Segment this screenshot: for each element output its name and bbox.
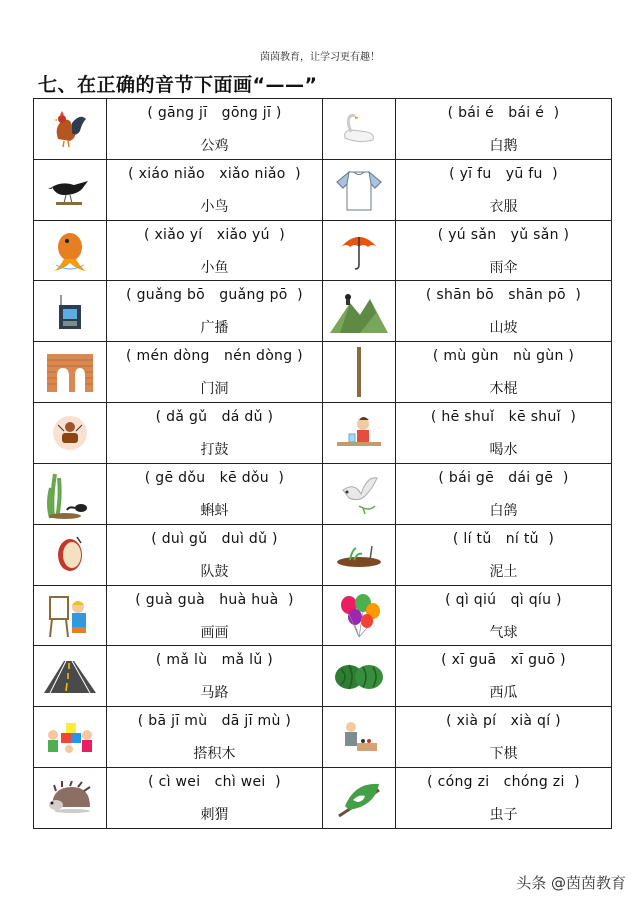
chess-icon bbox=[323, 717, 395, 757]
goldfish-icon bbox=[34, 229, 106, 273]
chinese-word: 门洞 bbox=[200, 381, 229, 398]
chinese-word: 队鼓 bbox=[200, 563, 229, 580]
right-answer-cell bbox=[396, 646, 612, 707]
soil-icon bbox=[323, 542, 395, 568]
pinyin-options[interactable]: ( bái é bái é ) bbox=[447, 104, 560, 121]
pinyin-options[interactable]: ( gāng jī gōng jī ) bbox=[147, 104, 282, 121]
drum-icon bbox=[34, 535, 106, 575]
exercise-row bbox=[34, 768, 612, 829]
chinese-word: 山坡 bbox=[489, 320, 518, 337]
right-picture-cell bbox=[323, 768, 396, 829]
right-picture-cell bbox=[323, 403, 396, 464]
left-picture-cell bbox=[34, 524, 107, 585]
pinyin-options[interactable]: ( yú sǎn yǔ sǎn ) bbox=[437, 226, 570, 243]
right-picture-cell bbox=[323, 463, 396, 524]
exercise-row bbox=[34, 281, 612, 342]
radio-icon bbox=[34, 291, 106, 331]
left-answer-cell bbox=[107, 342, 323, 403]
right-picture-cell bbox=[323, 585, 396, 646]
shirt-icon bbox=[323, 168, 395, 212]
left-picture-cell bbox=[34, 159, 107, 220]
rooster-icon bbox=[34, 109, 106, 149]
left-picture-cell bbox=[34, 99, 107, 160]
chinese-word: 画画 bbox=[200, 624, 229, 641]
blocks-icon bbox=[34, 719, 106, 755]
chinese-word: 虫子 bbox=[489, 807, 518, 824]
pinyin-options[interactable]: ( dǎ gǔ dá dǔ ) bbox=[155, 409, 274, 426]
chinese-word: 下棋 bbox=[489, 746, 518, 763]
hill-icon bbox=[323, 289, 395, 333]
left-answer-cell bbox=[107, 524, 323, 585]
exercise-row bbox=[34, 463, 612, 524]
right-answer-cell bbox=[396, 707, 612, 768]
chinese-word: 刺猬 bbox=[200, 807, 229, 824]
right-answer-cell bbox=[396, 342, 612, 403]
left-picture-cell bbox=[34, 646, 107, 707]
exercise-table bbox=[33, 98, 612, 829]
pinyin-options[interactable]: ( xiǎo yí xiǎo yú ) bbox=[143, 226, 286, 243]
right-picture-cell bbox=[323, 342, 396, 403]
chinese-word: 西瓜 bbox=[489, 685, 518, 702]
road-icon bbox=[34, 657, 106, 695]
right-answer-cell bbox=[396, 281, 612, 342]
right-picture-cell bbox=[323, 159, 396, 220]
chinese-word: 马路 bbox=[200, 685, 229, 702]
exercise-row bbox=[34, 159, 612, 220]
pinyin-options[interactable]: ( xiáo niǎo xiǎo niǎo ) bbox=[128, 165, 301, 182]
left-picture-cell bbox=[34, 768, 107, 829]
pinyin-options[interactable]: ( cóng zi chóng zi ) bbox=[427, 774, 580, 791]
pinyin-options[interactable]: ( lí tǔ ní tǔ ) bbox=[452, 530, 555, 547]
chinese-word: 雨伞 bbox=[489, 259, 518, 276]
pinyin-options[interactable]: ( xià pí xià qí ) bbox=[446, 713, 561, 730]
left-answer-cell bbox=[107, 768, 323, 829]
pinyin-options[interactable]: ( duì gǔ duì dǔ ) bbox=[151, 530, 278, 547]
right-picture-cell bbox=[323, 524, 396, 585]
chinese-word: 白鹅 bbox=[489, 137, 518, 154]
chinese-word: 广播 bbox=[200, 320, 229, 337]
left-picture-cell bbox=[34, 707, 107, 768]
right-answer-cell bbox=[396, 220, 612, 281]
exercise-row bbox=[34, 99, 612, 160]
right-picture-cell bbox=[323, 99, 396, 160]
chinese-word: 搭积木 bbox=[193, 746, 236, 763]
umbrella-icon bbox=[323, 231, 395, 271]
left-picture-cell bbox=[34, 220, 107, 281]
right-picture-cell bbox=[323, 220, 396, 281]
pinyin-options[interactable]: ( shān bō shān pō ) bbox=[425, 287, 582, 304]
dove-icon bbox=[323, 472, 395, 516]
chinese-word: 白鸽 bbox=[489, 502, 518, 519]
brick-gate-icon bbox=[34, 352, 106, 392]
right-answer-cell bbox=[396, 768, 612, 829]
hedgehog-icon bbox=[34, 781, 106, 815]
pinyin-options[interactable]: ( guǎng bō guǎng pō ) bbox=[126, 287, 303, 304]
pinyin-options[interactable]: ( cì wei chì wei ) bbox=[148, 774, 281, 791]
chinese-word: 木棍 bbox=[489, 381, 518, 398]
left-answer-cell bbox=[107, 463, 323, 524]
left-answer-cell bbox=[107, 99, 323, 160]
left-answer-cell bbox=[107, 403, 323, 464]
right-picture-cell bbox=[323, 281, 396, 342]
chinese-word: 衣服 bbox=[489, 198, 518, 215]
right-answer-cell bbox=[396, 524, 612, 585]
chinese-word: 小鸟 bbox=[200, 198, 229, 215]
painting-icon bbox=[34, 593, 106, 639]
drinking-icon bbox=[323, 414, 395, 452]
pinyin-options[interactable]: ( bā jī mù dā jī mù ) bbox=[137, 713, 292, 730]
watermark: 头条 @茵茵教育 bbox=[516, 874, 626, 892]
drumming-icon bbox=[34, 415, 106, 451]
left-picture-cell bbox=[34, 403, 107, 464]
pinyin-options[interactable]: ( guà guà huà huà ) bbox=[135, 591, 294, 608]
pinyin-options[interactable]: ( mén dòng nén dòng ) bbox=[126, 348, 303, 365]
pinyin-options[interactable]: ( xī guā xī guō ) bbox=[441, 652, 566, 669]
tadpole-icon bbox=[34, 468, 106, 520]
pinyin-options[interactable]: ( yī fu yū fu ) bbox=[449, 165, 558, 182]
exercise-row bbox=[34, 524, 612, 585]
exercise-row bbox=[34, 342, 612, 403]
right-answer-cell bbox=[396, 585, 612, 646]
stick-icon bbox=[323, 347, 395, 397]
right-answer-cell bbox=[396, 99, 612, 160]
crow-icon bbox=[34, 173, 106, 207]
pinyin-options[interactable]: ( gē dǒu kē dǒu ) bbox=[144, 469, 285, 486]
watermelon-icon bbox=[323, 661, 395, 691]
chinese-word: 蝌蚪 bbox=[200, 502, 229, 519]
exercise-row bbox=[34, 707, 612, 768]
left-answer-cell bbox=[107, 220, 323, 281]
left-answer-cell bbox=[107, 281, 323, 342]
chinese-word: 公鸡 bbox=[200, 137, 229, 154]
left-picture-cell bbox=[34, 342, 107, 403]
chinese-word: 打鼓 bbox=[200, 442, 229, 459]
pinyin-options[interactable]: ( bái gē dái gē ) bbox=[438, 469, 569, 486]
right-answer-cell bbox=[396, 159, 612, 220]
exercise-row bbox=[34, 585, 612, 646]
left-answer-cell bbox=[107, 585, 323, 646]
right-answer-cell bbox=[396, 463, 612, 524]
page-header: 茵茵教育，让学习更有趣！ bbox=[260, 52, 380, 63]
chinese-word: 喝水 bbox=[489, 442, 518, 459]
left-answer-cell bbox=[107, 707, 323, 768]
swan-icon bbox=[323, 112, 395, 146]
right-picture-cell bbox=[323, 646, 396, 707]
chinese-word: 小鱼 bbox=[200, 259, 229, 276]
pinyin-options[interactable]: ( mù gùn nù gùn ) bbox=[432, 348, 575, 365]
exercise-row bbox=[34, 220, 612, 281]
left-answer-cell bbox=[107, 646, 323, 707]
exercise-row bbox=[34, 646, 612, 707]
exercise-title: 七、在正确的音节下面画“——” bbox=[38, 74, 318, 96]
right-answer-cell bbox=[396, 403, 612, 464]
caterpillar-icon bbox=[323, 776, 395, 820]
left-picture-cell bbox=[34, 585, 107, 646]
left-picture-cell bbox=[34, 281, 107, 342]
pinyin-options[interactable]: ( hē shuǐ kē shuǐ ) bbox=[430, 409, 577, 426]
pinyin-options[interactable]: ( mǎ lù mǎ lǔ ) bbox=[155, 652, 274, 669]
chinese-word: 泥土 bbox=[489, 563, 518, 580]
pinyin-options[interactable]: ( qì qiú qì qíu ) bbox=[445, 591, 562, 608]
left-answer-cell bbox=[107, 159, 323, 220]
balloons-icon bbox=[323, 593, 395, 639]
left-picture-cell bbox=[34, 463, 107, 524]
right-picture-cell bbox=[323, 707, 396, 768]
exercise-row bbox=[34, 403, 612, 464]
chinese-word: 气球 bbox=[489, 624, 518, 641]
